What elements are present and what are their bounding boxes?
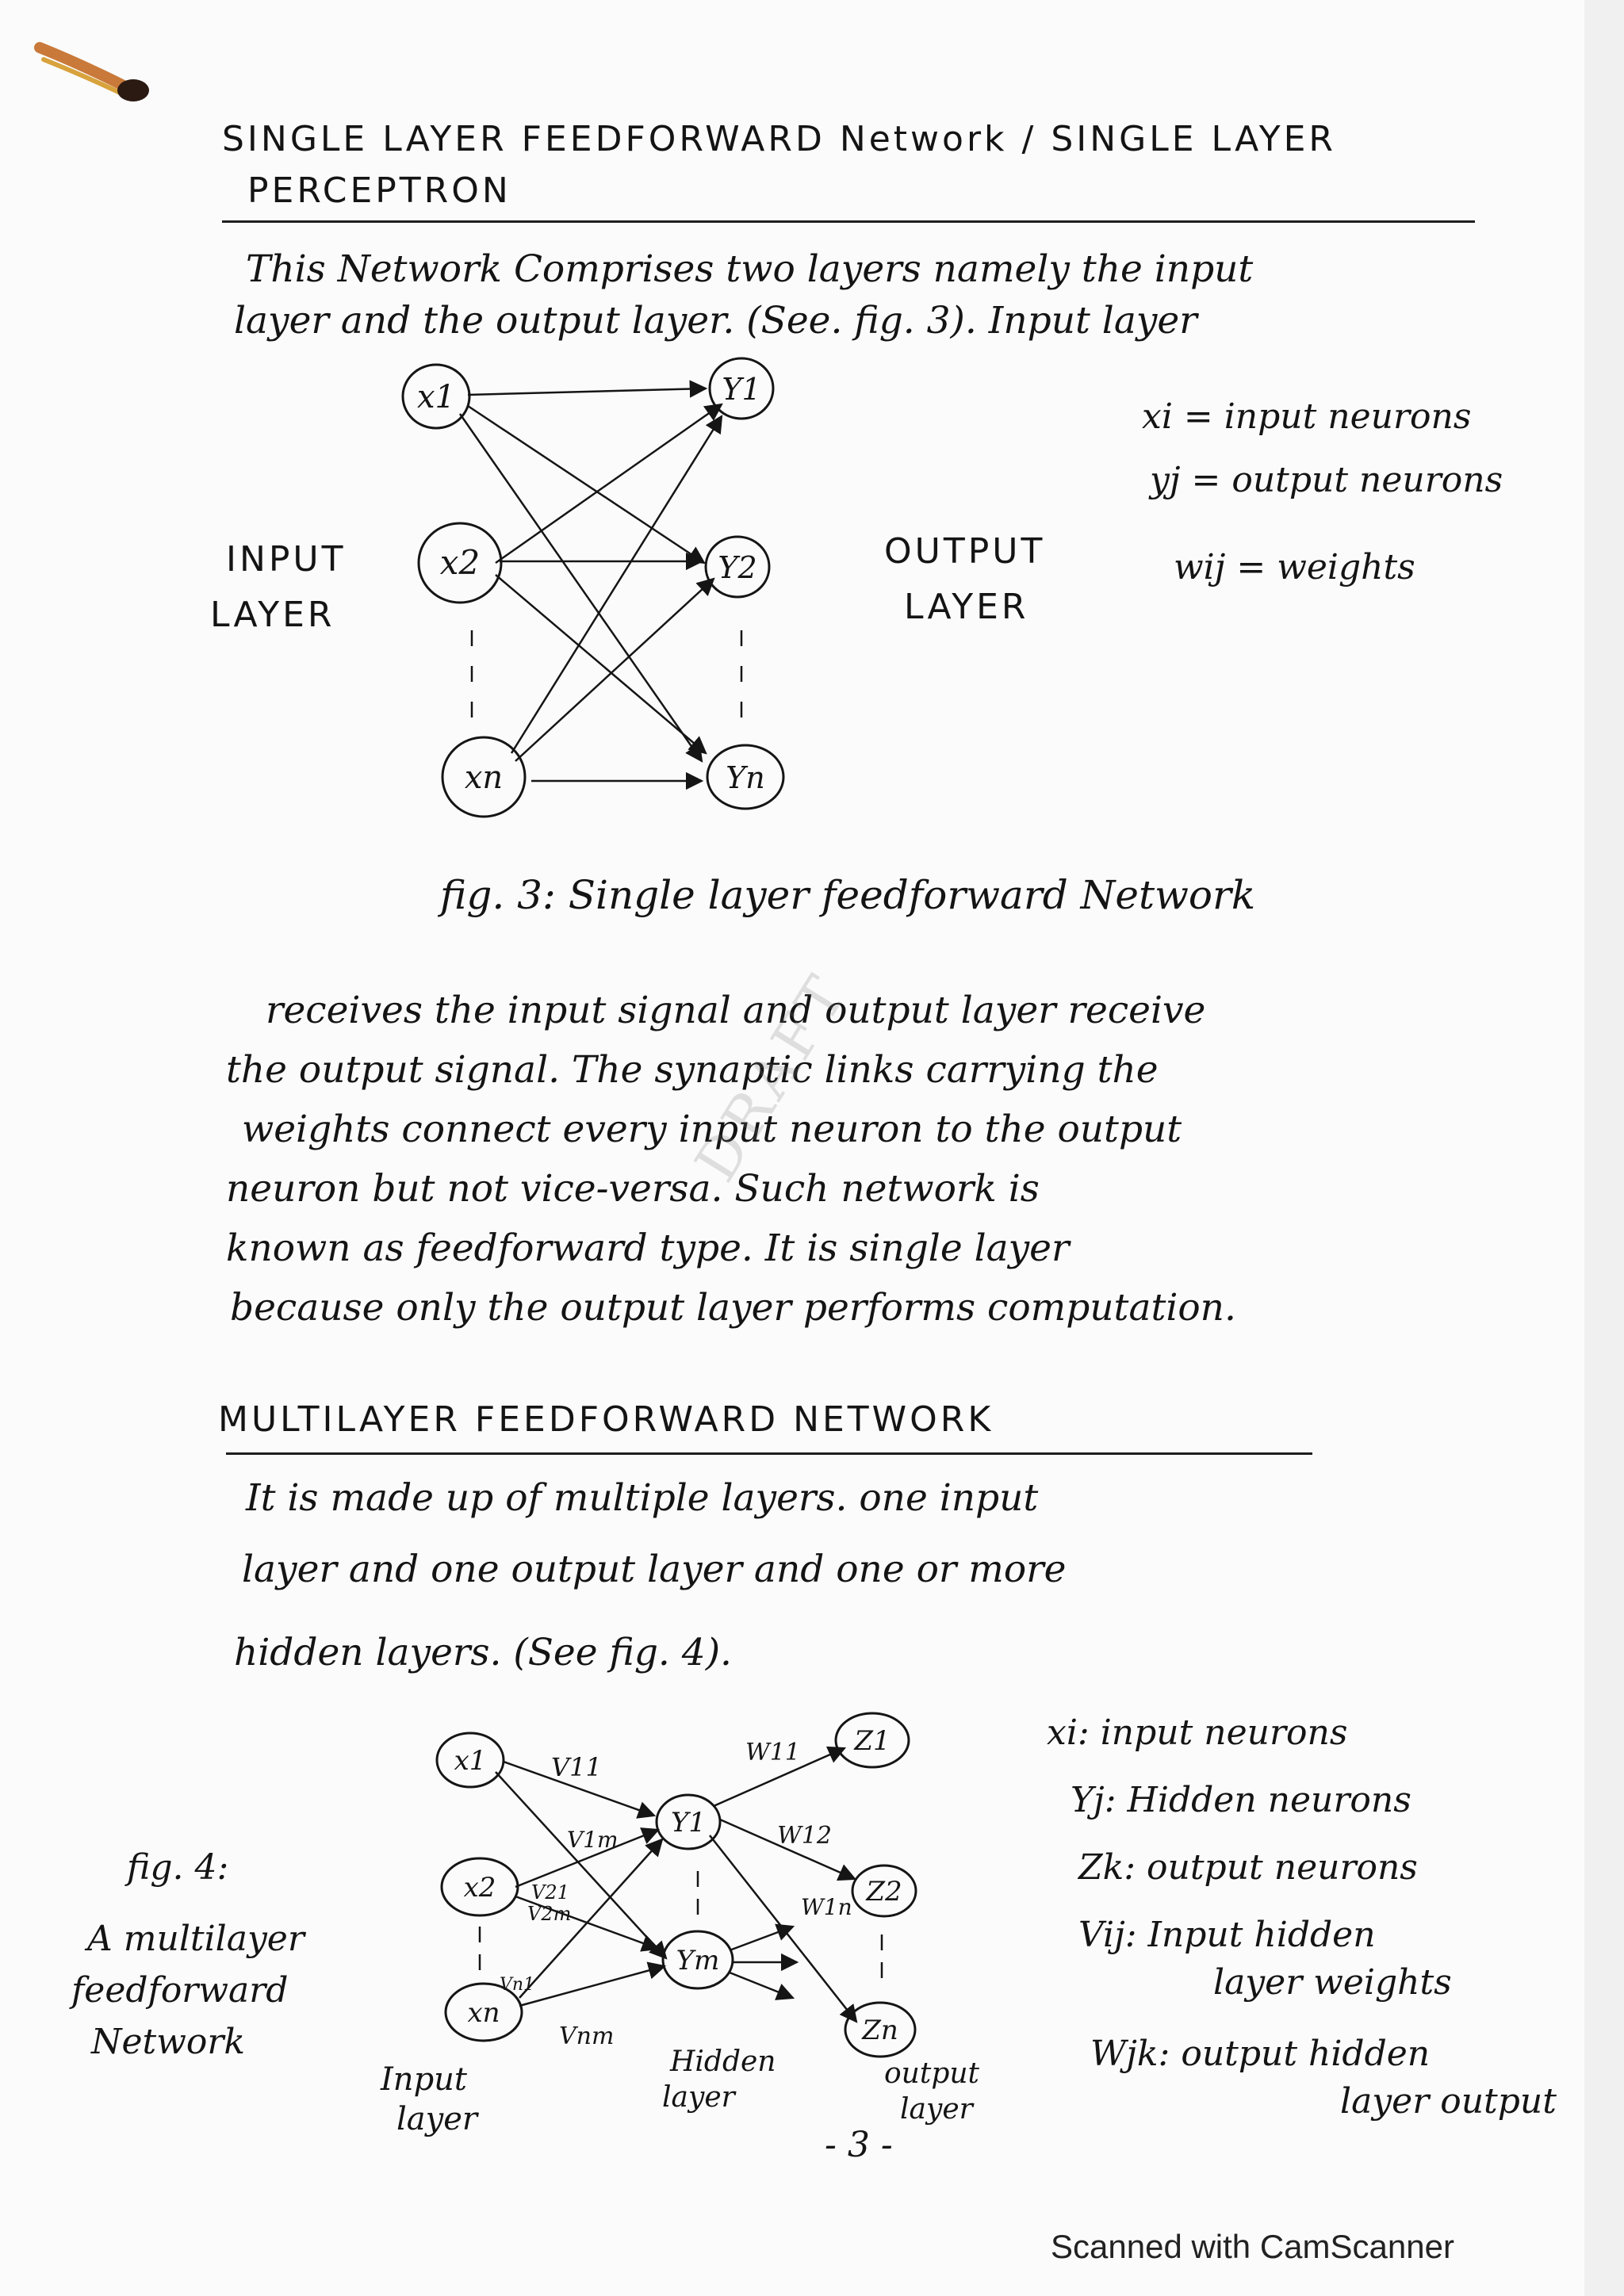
fig3-legend-yj: yj = output neurons: [1150, 460, 1503, 500]
svg-text:Y1: Y1: [670, 1807, 707, 1839]
fig4-legend-xi: xi: input neurons: [1047, 1712, 1348, 1753]
fig4-caption-line3: feedforward: [71, 1970, 289, 2011]
fig4-legend-yj: Yj: Hidden neurons: [1071, 1780, 1411, 1820]
fig4-weight-v2m: V2m: [527, 1903, 572, 1925]
binder-clip-icon: [32, 32, 167, 119]
para1-line2: layer and the output layer. (See. fig. 3). Input layer: [234, 299, 1197, 342]
fig4-caption-line2: A multilayer: [87, 1919, 304, 1959]
svg-text:x2: x2: [463, 1872, 496, 1904]
fig4-weight-v21: V21: [531, 1881, 569, 1904]
fig3-node-xn: [442, 737, 525, 817]
fig4-legend-vij-cont: layer weights: [1213, 1962, 1452, 2003]
draft-watermark: DRAFT: [682, 961, 861, 1193]
heading2-underline: [226, 1452, 1312, 1455]
fig3-legend-xi: xi = input neurons: [1142, 396, 1472, 437]
fig4-hidden-layer-label-2: layer: [662, 2081, 735, 2114]
svg-text:Ym: Ym: [676, 1945, 720, 1976]
svg-text:Z2: Z2: [866, 1876, 902, 1908]
fig3-node-y2: [706, 537, 769, 597]
para3-line1: It is made up of multiple layers. one input: [246, 1476, 1039, 1520]
svg-text:Yn: Yn: [726, 760, 765, 795]
fig3-input-layer-label-1: INPUT: [226, 539, 347, 580]
fig4-weight-v1m: V1m: [567, 1827, 619, 1853]
fig3-input-layer-label-2: LAYER: [210, 595, 335, 635]
fig4-node-y1: [657, 1795, 720, 1849]
fig4-legend-zk: Zk: output neurons: [1078, 1847, 1418, 1888]
fig3-connections: [460, 388, 722, 781]
svg-text:Z1: Z1: [854, 1725, 891, 1757]
fig4-node-zn: [845, 2003, 915, 2057]
fig4-weight-w1n: W1n: [801, 1894, 852, 1920]
para3-line2: layer and one output layer and one or more: [242, 1548, 1067, 1591]
fig4-hidden-layer-label-1: Hidden: [670, 2045, 776, 2078]
fig4-node-ym: [663, 1931, 733, 1988]
para1-line1: This Network Comprises two layers namely the input: [246, 247, 1254, 291]
svg-text:xn: xn: [467, 1997, 500, 2029]
para3-line3: hidden layers. (See fig. 4).: [234, 1631, 732, 1674]
fig4-weight-v11: V11: [551, 1752, 602, 1782]
para2-line3: weights connect every input neuron to the output: [242, 1108, 1182, 1151]
fig3-caption: fig. 3: Single layer feedforward Network: [440, 872, 1256, 918]
fig4-node-x1: [437, 1733, 504, 1787]
heading-multilayer: MULTILAYER FEEDFORWARD NETWORK: [218, 1399, 994, 1440]
fig3-legend-wij: wij = weights: [1174, 547, 1415, 587]
fig4-legend-vij: Vij: Input hidden: [1078, 1915, 1376, 1955]
svg-text:x1: x1: [454, 1745, 487, 1777]
fig4-caption-line4: Network: [91, 2022, 246, 2062]
fig4-output-layer-label-2: layer: [900, 2093, 973, 2126]
para2-line4: neuron but not vice-versa. Such network is: [226, 1167, 1040, 1211]
fig4-node-z1: [836, 1713, 909, 1767]
fig3-output-layer-label-1: OUTPUT: [884, 531, 1046, 572]
fig4-node-z2: [852, 1866, 916, 1916]
fig3-dashes: [472, 630, 741, 718]
para2-line1: receives the input signal and output layer receive: [266, 989, 1206, 1032]
para2-line6: because only the output layer performs computation.: [230, 1286, 1236, 1330]
fig3-node-x2: [419, 523, 501, 603]
fig3-output-layer-label-2: LAYER: [904, 587, 1029, 627]
fig4-legend-wjk: Wjk: output hidden: [1090, 2034, 1431, 2074]
heading-underline: [222, 220, 1475, 223]
fig3-node-yn: [707, 745, 783, 809]
paper-edge: [1584, 0, 1624, 2296]
para2-line5: known as feedforward type. It is single layer: [226, 1226, 1070, 1270]
svg-text:x1: x1: [416, 379, 456, 415]
fig3-node-x1: [403, 365, 469, 428]
fig4-weight-vnm: Vnm: [559, 2022, 615, 2050]
fig4-input-layer-label-1: Input: [381, 2061, 468, 2098]
heading-perceptron: PERCEPTRON: [247, 170, 511, 211]
scanner-footer: Scanned with CamScanner: [1051, 2228, 1454, 2265]
fig4-node-x2: [442, 1858, 518, 1915]
fig4-output-layer-label-1: output: [884, 2057, 980, 2090]
fig4-weight-vn1: Vn1: [500, 1975, 535, 1995]
fig4-legend-wjk-cont: layer output: [1340, 2081, 1557, 2122]
svg-text:xn: xn: [464, 760, 504, 796]
fig4-weight-w12: W12: [777, 1822, 833, 1850]
para2-line2: the output signal. The synaptic links carrying the: [226, 1048, 1159, 1092]
fig4-caption-line1: fig. 4:: [127, 1847, 229, 1888]
page-number: - 3 -: [825, 2125, 893, 2165]
heading-single-layer: SINGLE LAYER FEEDFORWARD Network / SINGLE LAYER: [222, 119, 1337, 159]
fig4-input-layer-label-2: layer: [396, 2101, 478, 2137]
svg-text:Zn: Zn: [862, 2015, 898, 2046]
fig4-weight-w11: W11: [745, 1739, 801, 1766]
svg-text:Y1: Y1: [722, 372, 761, 407]
fig3-node-y1: [710, 358, 773, 419]
svg-text:x2: x2: [439, 543, 481, 582]
svg-text:Y2: Y2: [718, 550, 757, 585]
